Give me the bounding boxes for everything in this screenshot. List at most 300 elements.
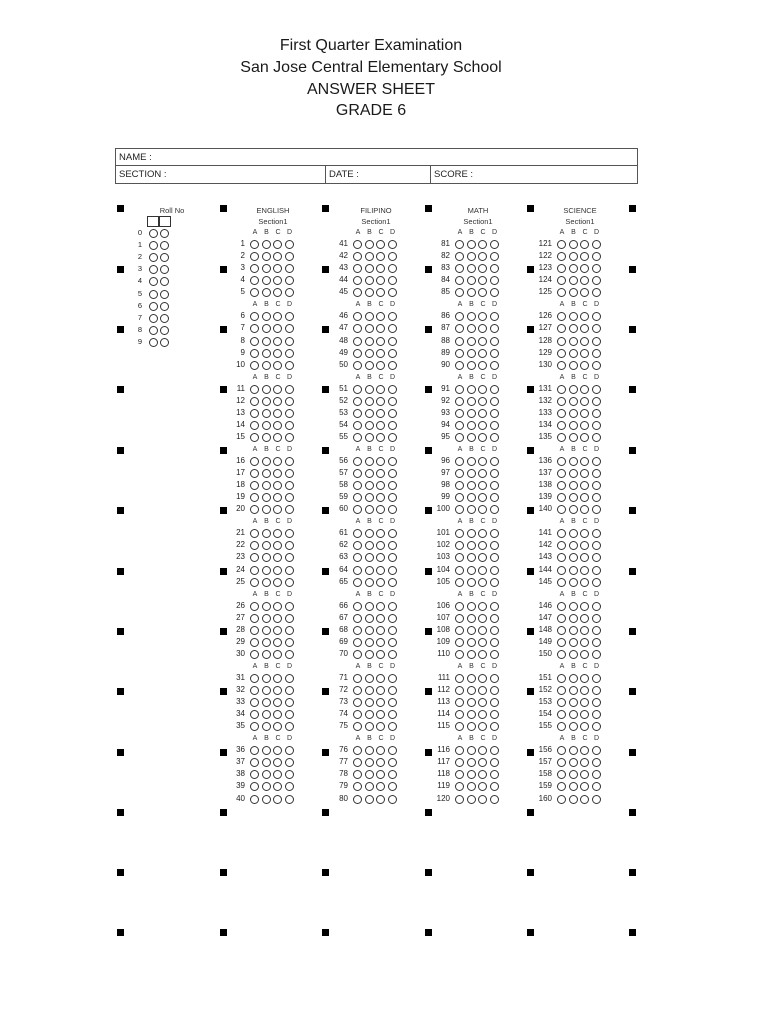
answer-bubble[interactable] bbox=[455, 324, 464, 333]
answer-bubble[interactable] bbox=[353, 312, 362, 321]
answer-bubble[interactable] bbox=[353, 493, 362, 502]
answer-bubble[interactable] bbox=[285, 698, 294, 707]
answer-bubble[interactable] bbox=[376, 240, 385, 249]
answer-bubble[interactable] bbox=[557, 493, 566, 502]
answer-bubble[interactable] bbox=[376, 264, 385, 273]
answer-bubble[interactable] bbox=[478, 650, 487, 659]
answer-bubble[interactable] bbox=[273, 361, 282, 370]
answer-bubble[interactable] bbox=[376, 469, 385, 478]
answer-bubble[interactable] bbox=[467, 758, 476, 767]
answer-bubble[interactable] bbox=[353, 698, 362, 707]
answer-bubble[interactable] bbox=[478, 722, 487, 731]
roll-bubble[interactable] bbox=[149, 253, 158, 262]
answer-bubble[interactable] bbox=[376, 409, 385, 418]
answer-bubble[interactable] bbox=[580, 722, 589, 731]
answer-bubble[interactable] bbox=[250, 361, 259, 370]
answer-bubble[interactable] bbox=[557, 578, 566, 587]
answer-bubble[interactable] bbox=[557, 566, 566, 575]
answer-bubble[interactable] bbox=[365, 240, 374, 249]
answer-bubble[interactable] bbox=[467, 481, 476, 490]
answer-bubble[interactable] bbox=[388, 758, 397, 767]
answer-bubble[interactable] bbox=[262, 770, 271, 779]
roll-bubble[interactable] bbox=[160, 338, 169, 347]
answer-bubble[interactable] bbox=[557, 421, 566, 430]
answer-bubble[interactable] bbox=[580, 782, 589, 791]
answer-bubble[interactable] bbox=[273, 614, 282, 623]
answer-bubble[interactable] bbox=[273, 409, 282, 418]
answer-bubble[interactable] bbox=[478, 493, 487, 502]
answer-bubble[interactable] bbox=[353, 433, 362, 442]
answer-bubble[interactable] bbox=[285, 385, 294, 394]
answer-bubble[interactable] bbox=[569, 553, 578, 562]
answer-bubble[interactable] bbox=[250, 795, 259, 804]
answer-bubble[interactable] bbox=[467, 746, 476, 755]
answer-bubble[interactable] bbox=[580, 602, 589, 611]
answer-bubble[interactable] bbox=[365, 481, 374, 490]
answer-bubble[interactable] bbox=[376, 578, 385, 587]
answer-bubble[interactable] bbox=[388, 409, 397, 418]
answer-bubble[interactable] bbox=[455, 337, 464, 346]
answer-bubble[interactable] bbox=[569, 795, 578, 804]
answer-bubble[interactable] bbox=[490, 722, 499, 731]
answer-bubble[interactable] bbox=[388, 349, 397, 358]
answer-bubble[interactable] bbox=[478, 276, 487, 285]
answer-bubble[interactable] bbox=[592, 240, 601, 249]
answer-bubble[interactable] bbox=[388, 457, 397, 466]
answer-bubble[interactable] bbox=[557, 312, 566, 321]
answer-bubble[interactable] bbox=[376, 324, 385, 333]
answer-bubble[interactable] bbox=[467, 722, 476, 731]
answer-bubble[interactable] bbox=[580, 529, 589, 538]
answer-bubble[interactable] bbox=[557, 626, 566, 635]
answer-bubble[interactable] bbox=[388, 469, 397, 478]
answer-bubble[interactable] bbox=[592, 288, 601, 297]
answer-bubble[interactable] bbox=[273, 710, 282, 719]
answer-bubble[interactable] bbox=[376, 421, 385, 430]
answer-bubble[interactable] bbox=[285, 782, 294, 791]
answer-bubble[interactable] bbox=[353, 674, 362, 683]
answer-bubble[interactable] bbox=[250, 529, 259, 538]
answer-bubble[interactable] bbox=[592, 614, 601, 623]
answer-bubble[interactable] bbox=[592, 481, 601, 490]
date-field[interactable] bbox=[325, 166, 430, 183]
answer-bubble[interactable] bbox=[365, 349, 374, 358]
answer-bubble[interactable] bbox=[557, 722, 566, 731]
answer-bubble[interactable] bbox=[353, 349, 362, 358]
answer-bubble[interactable] bbox=[388, 385, 397, 394]
roll-bubble[interactable] bbox=[149, 265, 158, 274]
answer-bubble[interactable] bbox=[557, 264, 566, 273]
roll-bubble[interactable] bbox=[160, 253, 169, 262]
answer-bubble[interactable] bbox=[388, 361, 397, 370]
answer-bubble[interactable] bbox=[580, 614, 589, 623]
answer-bubble[interactable] bbox=[273, 505, 282, 514]
answer-bubble[interactable] bbox=[376, 493, 385, 502]
answer-bubble[interactable] bbox=[467, 553, 476, 562]
answer-bubble[interactable] bbox=[273, 698, 282, 707]
answer-bubble[interactable] bbox=[353, 686, 362, 695]
answer-bubble[interactable] bbox=[557, 349, 566, 358]
answer-bubble[interactable] bbox=[490, 505, 499, 514]
answer-bubble[interactable] bbox=[467, 337, 476, 346]
answer-bubble[interactable] bbox=[580, 541, 589, 550]
answer-bubble[interactable] bbox=[557, 698, 566, 707]
answer-bubble[interactable] bbox=[467, 710, 476, 719]
answer-bubble[interactable] bbox=[580, 457, 589, 466]
answer-bubble[interactable] bbox=[580, 795, 589, 804]
answer-bubble[interactable] bbox=[285, 337, 294, 346]
answer-bubble[interactable] bbox=[388, 614, 397, 623]
answer-bubble[interactable] bbox=[376, 505, 385, 514]
answer-bubble[interactable] bbox=[490, 614, 499, 623]
roll-bubble[interactable] bbox=[160, 302, 169, 311]
answer-bubble[interactable] bbox=[478, 566, 487, 575]
answer-bubble[interactable] bbox=[262, 361, 271, 370]
answer-bubble[interactable] bbox=[569, 457, 578, 466]
answer-bubble[interactable] bbox=[285, 409, 294, 418]
answer-bubble[interactable] bbox=[490, 240, 499, 249]
answer-bubble[interactable] bbox=[388, 324, 397, 333]
answer-bubble[interactable] bbox=[388, 240, 397, 249]
answer-bubble[interactable] bbox=[365, 650, 374, 659]
answer-bubble[interactable] bbox=[478, 602, 487, 611]
answer-bubble[interactable] bbox=[353, 505, 362, 514]
answer-bubble[interactable] bbox=[353, 710, 362, 719]
answer-bubble[interactable] bbox=[273, 385, 282, 394]
answer-bubble[interactable] bbox=[580, 433, 589, 442]
answer-bubble[interactable] bbox=[490, 324, 499, 333]
answer-bubble[interactable] bbox=[557, 758, 566, 767]
answer-bubble[interactable] bbox=[569, 650, 578, 659]
answer-bubble[interactable] bbox=[467, 782, 476, 791]
answer-bubble[interactable] bbox=[478, 638, 487, 647]
answer-bubble[interactable] bbox=[569, 312, 578, 321]
answer-bubble[interactable] bbox=[285, 349, 294, 358]
answer-bubble[interactable] bbox=[250, 312, 259, 321]
answer-bubble[interactable] bbox=[273, 397, 282, 406]
answer-bubble[interactable] bbox=[262, 397, 271, 406]
answer-bubble[interactable] bbox=[478, 505, 487, 514]
answer-bubble[interactable] bbox=[569, 385, 578, 394]
answer-bubble[interactable] bbox=[262, 686, 271, 695]
answer-bubble[interactable] bbox=[273, 421, 282, 430]
answer-bubble[interactable] bbox=[478, 324, 487, 333]
answer-bubble[interactable] bbox=[250, 505, 259, 514]
answer-bubble[interactable] bbox=[273, 578, 282, 587]
answer-bubble[interactable] bbox=[455, 638, 464, 647]
answer-bubble[interactable] bbox=[467, 433, 476, 442]
answer-bubble[interactable] bbox=[592, 746, 601, 755]
answer-bubble[interactable] bbox=[388, 578, 397, 587]
answer-bubble[interactable] bbox=[557, 746, 566, 755]
answer-bubble[interactable] bbox=[490, 602, 499, 611]
answer-bubble[interactable] bbox=[250, 674, 259, 683]
answer-bubble[interactable] bbox=[262, 276, 271, 285]
answer-bubble[interactable] bbox=[250, 397, 259, 406]
roll-bubble[interactable] bbox=[160, 314, 169, 323]
answer-bubble[interactable] bbox=[569, 288, 578, 297]
answer-bubble[interactable] bbox=[580, 674, 589, 683]
answer-bubble[interactable] bbox=[365, 746, 374, 755]
answer-bubble[interactable] bbox=[388, 710, 397, 719]
answer-bubble[interactable] bbox=[455, 758, 464, 767]
answer-bubble[interactable] bbox=[557, 433, 566, 442]
answer-bubble[interactable] bbox=[557, 361, 566, 370]
answer-bubble[interactable] bbox=[365, 264, 374, 273]
answer-bubble[interactable] bbox=[388, 722, 397, 731]
answer-bubble[interactable] bbox=[285, 324, 294, 333]
answer-bubble[interactable] bbox=[467, 288, 476, 297]
answer-bubble[interactable] bbox=[592, 252, 601, 261]
answer-bubble[interactable] bbox=[388, 686, 397, 695]
answer-bubble[interactable] bbox=[592, 421, 601, 430]
answer-bubble[interactable] bbox=[569, 722, 578, 731]
answer-bubble[interactable] bbox=[353, 276, 362, 285]
answer-bubble[interactable] bbox=[388, 782, 397, 791]
answer-bubble[interactable] bbox=[467, 602, 476, 611]
answer-bubble[interactable] bbox=[478, 409, 487, 418]
answer-bubble[interactable] bbox=[273, 433, 282, 442]
answer-bubble[interactable] bbox=[353, 746, 362, 755]
answer-bubble[interactable] bbox=[592, 770, 601, 779]
answer-bubble[interactable] bbox=[455, 421, 464, 430]
answer-bubble[interactable] bbox=[455, 433, 464, 442]
answer-bubble[interactable] bbox=[569, 361, 578, 370]
answer-bubble[interactable] bbox=[262, 469, 271, 478]
answer-bubble[interactable] bbox=[353, 795, 362, 804]
answer-bubble[interactable] bbox=[557, 469, 566, 478]
answer-bubble[interactable] bbox=[250, 602, 259, 611]
answer-bubble[interactable] bbox=[455, 349, 464, 358]
roll-bubble[interactable] bbox=[149, 290, 158, 299]
answer-bubble[interactable] bbox=[262, 578, 271, 587]
answer-bubble[interactable] bbox=[388, 626, 397, 635]
answer-bubble[interactable] bbox=[592, 349, 601, 358]
answer-bubble[interactable] bbox=[285, 240, 294, 249]
answer-bubble[interactable] bbox=[478, 240, 487, 249]
answer-bubble[interactable] bbox=[250, 626, 259, 635]
answer-bubble[interactable] bbox=[353, 469, 362, 478]
answer-bubble[interactable] bbox=[580, 349, 589, 358]
answer-bubble[interactable] bbox=[285, 602, 294, 611]
answer-bubble[interactable] bbox=[569, 481, 578, 490]
answer-bubble[interactable] bbox=[569, 686, 578, 695]
answer-bubble[interactable] bbox=[478, 457, 487, 466]
answer-bubble[interactable] bbox=[262, 409, 271, 418]
answer-bubble[interactable] bbox=[250, 469, 259, 478]
answer-bubble[interactable] bbox=[365, 397, 374, 406]
answer-bubble[interactable] bbox=[580, 421, 589, 430]
answer-bubble[interactable] bbox=[376, 553, 385, 562]
answer-bubble[interactable] bbox=[376, 541, 385, 550]
answer-bubble[interactable] bbox=[353, 385, 362, 394]
answer-bubble[interactable] bbox=[455, 481, 464, 490]
answer-bubble[interactable] bbox=[376, 626, 385, 635]
answer-bubble[interactable] bbox=[467, 505, 476, 514]
answer-bubble[interactable] bbox=[262, 337, 271, 346]
answer-bubble[interactable] bbox=[467, 324, 476, 333]
answer-bubble[interactable] bbox=[455, 409, 464, 418]
answer-bubble[interactable] bbox=[273, 288, 282, 297]
answer-bubble[interactable] bbox=[455, 252, 464, 261]
answer-bubble[interactable] bbox=[353, 529, 362, 538]
answer-bubble[interactable] bbox=[490, 276, 499, 285]
answer-bubble[interactable] bbox=[353, 421, 362, 430]
answer-bubble[interactable] bbox=[490, 421, 499, 430]
answer-bubble[interactable] bbox=[478, 349, 487, 358]
answer-bubble[interactable] bbox=[388, 650, 397, 659]
answer-bubble[interactable] bbox=[285, 457, 294, 466]
answer-bubble[interactable] bbox=[376, 276, 385, 285]
answer-bubble[interactable] bbox=[580, 409, 589, 418]
answer-bubble[interactable] bbox=[353, 566, 362, 575]
answer-bubble[interactable] bbox=[478, 553, 487, 562]
answer-bubble[interactable] bbox=[353, 288, 362, 297]
answer-bubble[interactable] bbox=[557, 397, 566, 406]
answer-bubble[interactable] bbox=[455, 602, 464, 611]
answer-bubble[interactable] bbox=[388, 698, 397, 707]
answer-bubble[interactable] bbox=[557, 481, 566, 490]
answer-bubble[interactable] bbox=[580, 710, 589, 719]
answer-bubble[interactable] bbox=[467, 457, 476, 466]
answer-bubble[interactable] bbox=[285, 566, 294, 575]
answer-bubble[interactable] bbox=[490, 541, 499, 550]
answer-bubble[interactable] bbox=[580, 252, 589, 261]
answer-bubble[interactable] bbox=[557, 252, 566, 261]
answer-bubble[interactable] bbox=[592, 457, 601, 466]
answer-bubble[interactable] bbox=[273, 638, 282, 647]
answer-bubble[interactable] bbox=[592, 566, 601, 575]
answer-bubble[interactable] bbox=[478, 674, 487, 683]
answer-bubble[interactable] bbox=[557, 602, 566, 611]
answer-bubble[interactable] bbox=[478, 469, 487, 478]
answer-bubble[interactable] bbox=[569, 529, 578, 538]
answer-bubble[interactable] bbox=[569, 397, 578, 406]
answer-bubble[interactable] bbox=[353, 409, 362, 418]
answer-bubble[interactable] bbox=[467, 529, 476, 538]
answer-bubble[interactable] bbox=[353, 264, 362, 273]
answer-bubble[interactable] bbox=[388, 312, 397, 321]
answer-bubble[interactable] bbox=[262, 541, 271, 550]
answer-bubble[interactable] bbox=[262, 553, 271, 562]
answer-bubble[interactable] bbox=[478, 397, 487, 406]
roll-digit-box[interactable] bbox=[159, 216, 171, 227]
answer-bubble[interactable] bbox=[569, 578, 578, 587]
answer-bubble[interactable] bbox=[365, 409, 374, 418]
answer-bubble[interactable] bbox=[250, 746, 259, 755]
answer-bubble[interactable] bbox=[490, 566, 499, 575]
answer-bubble[interactable] bbox=[557, 288, 566, 297]
answer-bubble[interactable] bbox=[285, 276, 294, 285]
answer-bubble[interactable] bbox=[250, 288, 259, 297]
answer-bubble[interactable] bbox=[273, 686, 282, 695]
answer-bubble[interactable] bbox=[592, 505, 601, 514]
answer-bubble[interactable] bbox=[580, 698, 589, 707]
answer-bubble[interactable] bbox=[557, 650, 566, 659]
answer-bubble[interactable] bbox=[365, 566, 374, 575]
answer-bubble[interactable] bbox=[557, 529, 566, 538]
answer-bubble[interactable] bbox=[262, 626, 271, 635]
answer-bubble[interactable] bbox=[365, 493, 374, 502]
answer-bubble[interactable] bbox=[569, 421, 578, 430]
answer-bubble[interactable] bbox=[285, 722, 294, 731]
answer-bubble[interactable] bbox=[273, 324, 282, 333]
answer-bubble[interactable] bbox=[580, 505, 589, 514]
answer-bubble[interactable] bbox=[569, 433, 578, 442]
answer-bubble[interactable] bbox=[250, 324, 259, 333]
answer-bubble[interactable] bbox=[376, 722, 385, 731]
answer-bubble[interactable] bbox=[557, 674, 566, 683]
answer-bubble[interactable] bbox=[273, 722, 282, 731]
answer-bubble[interactable] bbox=[467, 614, 476, 623]
answer-bubble[interactable] bbox=[388, 566, 397, 575]
answer-bubble[interactable] bbox=[365, 770, 374, 779]
answer-bubble[interactable] bbox=[353, 457, 362, 466]
answer-bubble[interactable] bbox=[388, 529, 397, 538]
answer-bubble[interactable] bbox=[376, 638, 385, 647]
answer-bubble[interactable] bbox=[490, 782, 499, 791]
answer-bubble[interactable] bbox=[285, 469, 294, 478]
answer-bubble[interactable] bbox=[376, 758, 385, 767]
answer-bubble[interactable] bbox=[592, 493, 601, 502]
answer-bubble[interactable] bbox=[467, 566, 476, 575]
answer-bubble[interactable] bbox=[557, 541, 566, 550]
answer-bubble[interactable] bbox=[273, 240, 282, 249]
answer-bubble[interactable] bbox=[592, 722, 601, 731]
answer-bubble[interactable] bbox=[455, 578, 464, 587]
answer-bubble[interactable] bbox=[376, 710, 385, 719]
answer-bubble[interactable] bbox=[455, 385, 464, 394]
answer-bubble[interactable] bbox=[580, 578, 589, 587]
answer-bubble[interactable] bbox=[455, 566, 464, 575]
answer-bubble[interactable] bbox=[592, 686, 601, 695]
answer-bubble[interactable] bbox=[592, 409, 601, 418]
answer-bubble[interactable] bbox=[455, 361, 464, 370]
answer-bubble[interactable] bbox=[569, 505, 578, 514]
answer-bubble[interactable] bbox=[353, 324, 362, 333]
answer-bubble[interactable] bbox=[455, 650, 464, 659]
answer-bubble[interactable] bbox=[580, 481, 589, 490]
answer-bubble[interactable] bbox=[353, 758, 362, 767]
answer-bubble[interactable] bbox=[376, 698, 385, 707]
answer-bubble[interactable] bbox=[490, 746, 499, 755]
answer-bubble[interactable] bbox=[569, 782, 578, 791]
answer-bubble[interactable] bbox=[365, 698, 374, 707]
answer-bubble[interactable] bbox=[376, 361, 385, 370]
answer-bubble[interactable] bbox=[478, 481, 487, 490]
answer-bubble[interactable] bbox=[388, 638, 397, 647]
answer-bubble[interactable] bbox=[365, 795, 374, 804]
answer-bubble[interactable] bbox=[262, 288, 271, 297]
answer-bubble[interactable] bbox=[455, 469, 464, 478]
answer-bubble[interactable] bbox=[262, 602, 271, 611]
answer-bubble[interactable] bbox=[455, 529, 464, 538]
answer-bubble[interactable] bbox=[467, 397, 476, 406]
answer-bubble[interactable] bbox=[592, 264, 601, 273]
roll-bubble[interactable] bbox=[160, 326, 169, 335]
answer-bubble[interactable] bbox=[285, 626, 294, 635]
answer-bubble[interactable] bbox=[262, 457, 271, 466]
answer-bubble[interactable] bbox=[455, 397, 464, 406]
answer-bubble[interactable] bbox=[490, 361, 499, 370]
answer-bubble[interactable] bbox=[262, 782, 271, 791]
answer-bubble[interactable] bbox=[388, 421, 397, 430]
answer-bubble[interactable] bbox=[467, 469, 476, 478]
answer-bubble[interactable] bbox=[262, 433, 271, 442]
answer-bubble[interactable] bbox=[376, 385, 385, 394]
answer-bubble[interactable] bbox=[273, 457, 282, 466]
answer-bubble[interactable] bbox=[569, 674, 578, 683]
